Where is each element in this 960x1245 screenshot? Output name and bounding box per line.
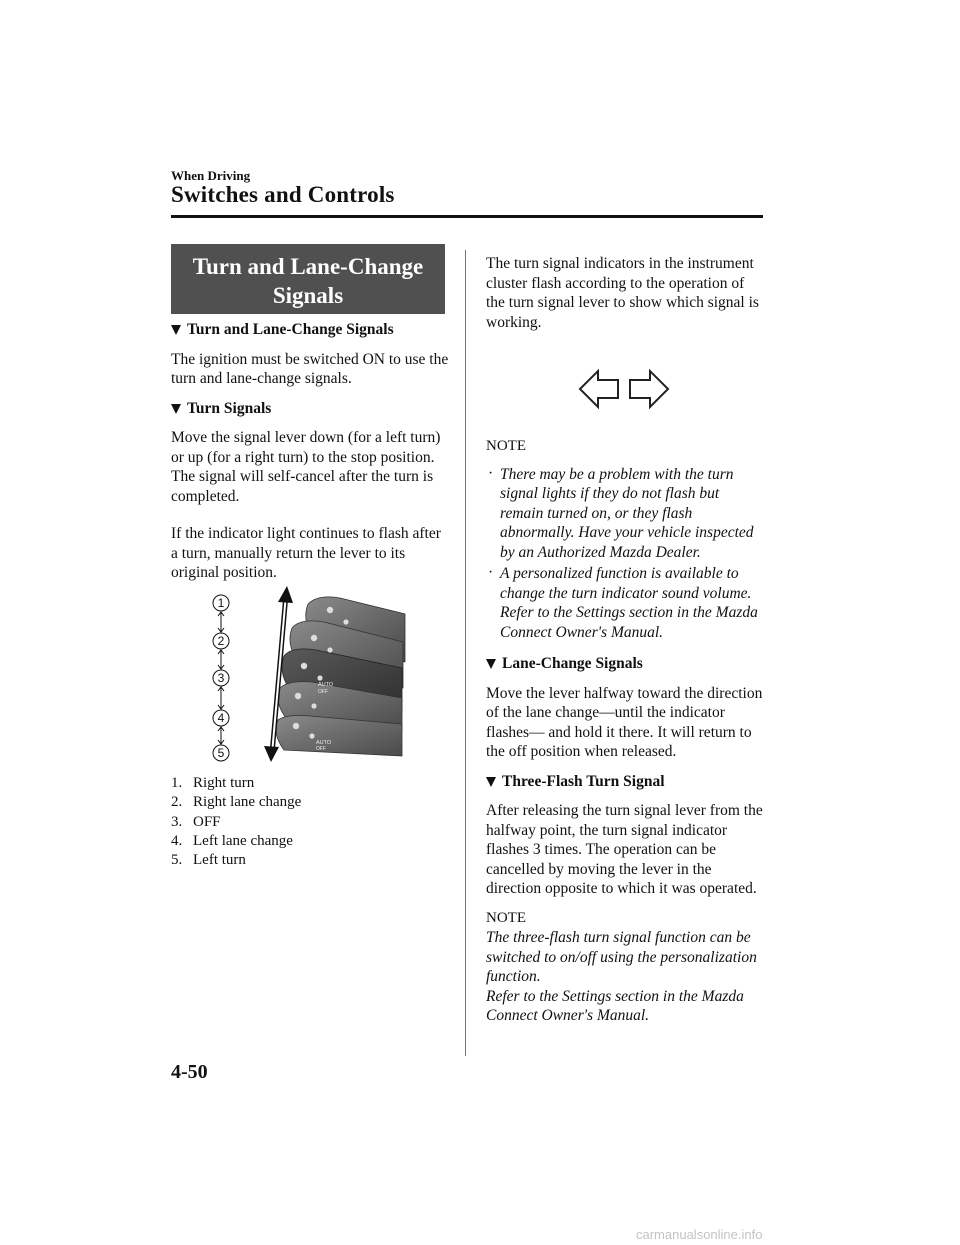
legend-text: Right lane change [193,794,302,811]
paragraph-move-lever: Move the signal lever down (for a left turn) or up (for a right turn) to the stop position. The signal will self-cancel after the turn is completed. [171,429,441,505]
legend-number: 5. [171,852,183,869]
legend-item [171,774,301,793]
page-number: 4-50 [171,1061,208,1083]
right-column-top [486,254,764,332]
marker-4-label: 4 [217,711,225,725]
legend-item [171,813,301,832]
triangle-bullet-icon [171,325,181,335]
marker-3-label: 3 [217,671,225,685]
watermark: carmanualsonline.info [636,1227,763,1242]
turn-signal-lever-figure [200,584,410,762]
section-banner [171,244,445,314]
paragraph-lane-change: Move the lever halfway toward the direction of the lane change―until the indicator flashes― and hold it there. It will return to the off position when released. [486,684,763,760]
heading-lane-change-text: Lane-Change Signals [502,655,643,672]
note-text: There may be a problem with the turn signal lights if they do not flash but remain turned on, or they flash abnormally. Have your vehicle inspected by an Authorized Mazda Dealer. [500,465,754,561]
bullet-dot-icon: · [488,464,494,482]
triangle-bullet-icon [486,659,496,669]
header-rule [171,215,763,218]
legend-text: Left lane change [193,832,293,849]
section-label: When Driving [171,168,251,183]
note-list [486,465,764,643]
heading-turn-lane-change-text: Turn and Lane-Change Signals [187,321,394,338]
note2-text-2: Refer to the Settings section in the Mazda Connect Owner's Manual. [486,987,744,1024]
heading-turn-signals-text: Turn Signals [187,399,272,417]
legend-text: OFF [193,813,221,830]
column-divider [465,250,466,1056]
lever-label-off: OFF [318,689,328,695]
paragraph-indicators: The turn signal indicators in the instrument cluster flash according to the operation of the turn signal lever to show which signal is working. [486,255,759,331]
heading-turn-lane-change [171,320,451,340]
lever-label-auto-lower: AUTO [316,740,332,746]
legend-item [171,851,301,870]
legend-number: 1. [171,775,183,791]
lever-label-auto: AUTO [318,682,334,688]
turn-indicator-arrows-icon [578,368,670,410]
banner-line-1: Turn and Lane-Change [192,254,424,279]
note-item [486,564,764,642]
marker-1-label: 1 [217,596,225,610]
legend-text: Left turn [193,852,246,869]
note2-text-1: The three-flash turn signal function can be switched to on/off using the personalization function. [486,929,757,985]
figure-legend [171,774,301,870]
triangle-bullet-icon [486,777,496,787]
heading-lane-change [486,654,764,674]
marker-5-label: 5 [217,746,225,760]
heading-three-flash [486,772,764,792]
note-label: NOTE [486,438,526,454]
triangle-bullet-icon [171,404,181,414]
note-text: A personalized function is available to change the turn indicator sound volume. Refer to the Settings section in the Mazda Connect Owner's Manual. [500,565,758,641]
note2-label: NOTE [486,909,526,926]
legend-item [171,793,301,812]
heading-three-flash-text: Three-Flash Turn Signal [502,772,665,790]
lever-label-off-lower: OFF [316,746,326,752]
page-title: Switches and Controls [171,182,395,207]
right-column-notes [486,437,764,1026]
legend-number: 3. [171,813,183,830]
left-column [171,320,451,583]
heading-turn-signals [171,399,451,419]
legend-text: Right turn [193,775,255,791]
paragraph-three-flash: After releasing the turn signal lever from the halfway point, the turn signal indicator flashes 3 times. The operation can be cancelled by moving the lever in the direction opposite to which it was operated. [486,802,763,897]
note-item [486,465,764,563]
legend-number: 4. [171,832,183,849]
paragraph-ignition: The ignition must be switched ON to use the turn and lane-change signals. [171,350,449,387]
bullet-dot-icon: · [488,564,494,581]
paragraph-indicator-light: If the indicator light continues to flash after a turn, manually return the lever to its original position. [171,525,441,581]
banner-line-2: Signals [272,283,344,308]
legend-number: 2. [171,794,183,811]
legend-item [171,832,301,851]
marker-2-label: 2 [217,634,225,648]
